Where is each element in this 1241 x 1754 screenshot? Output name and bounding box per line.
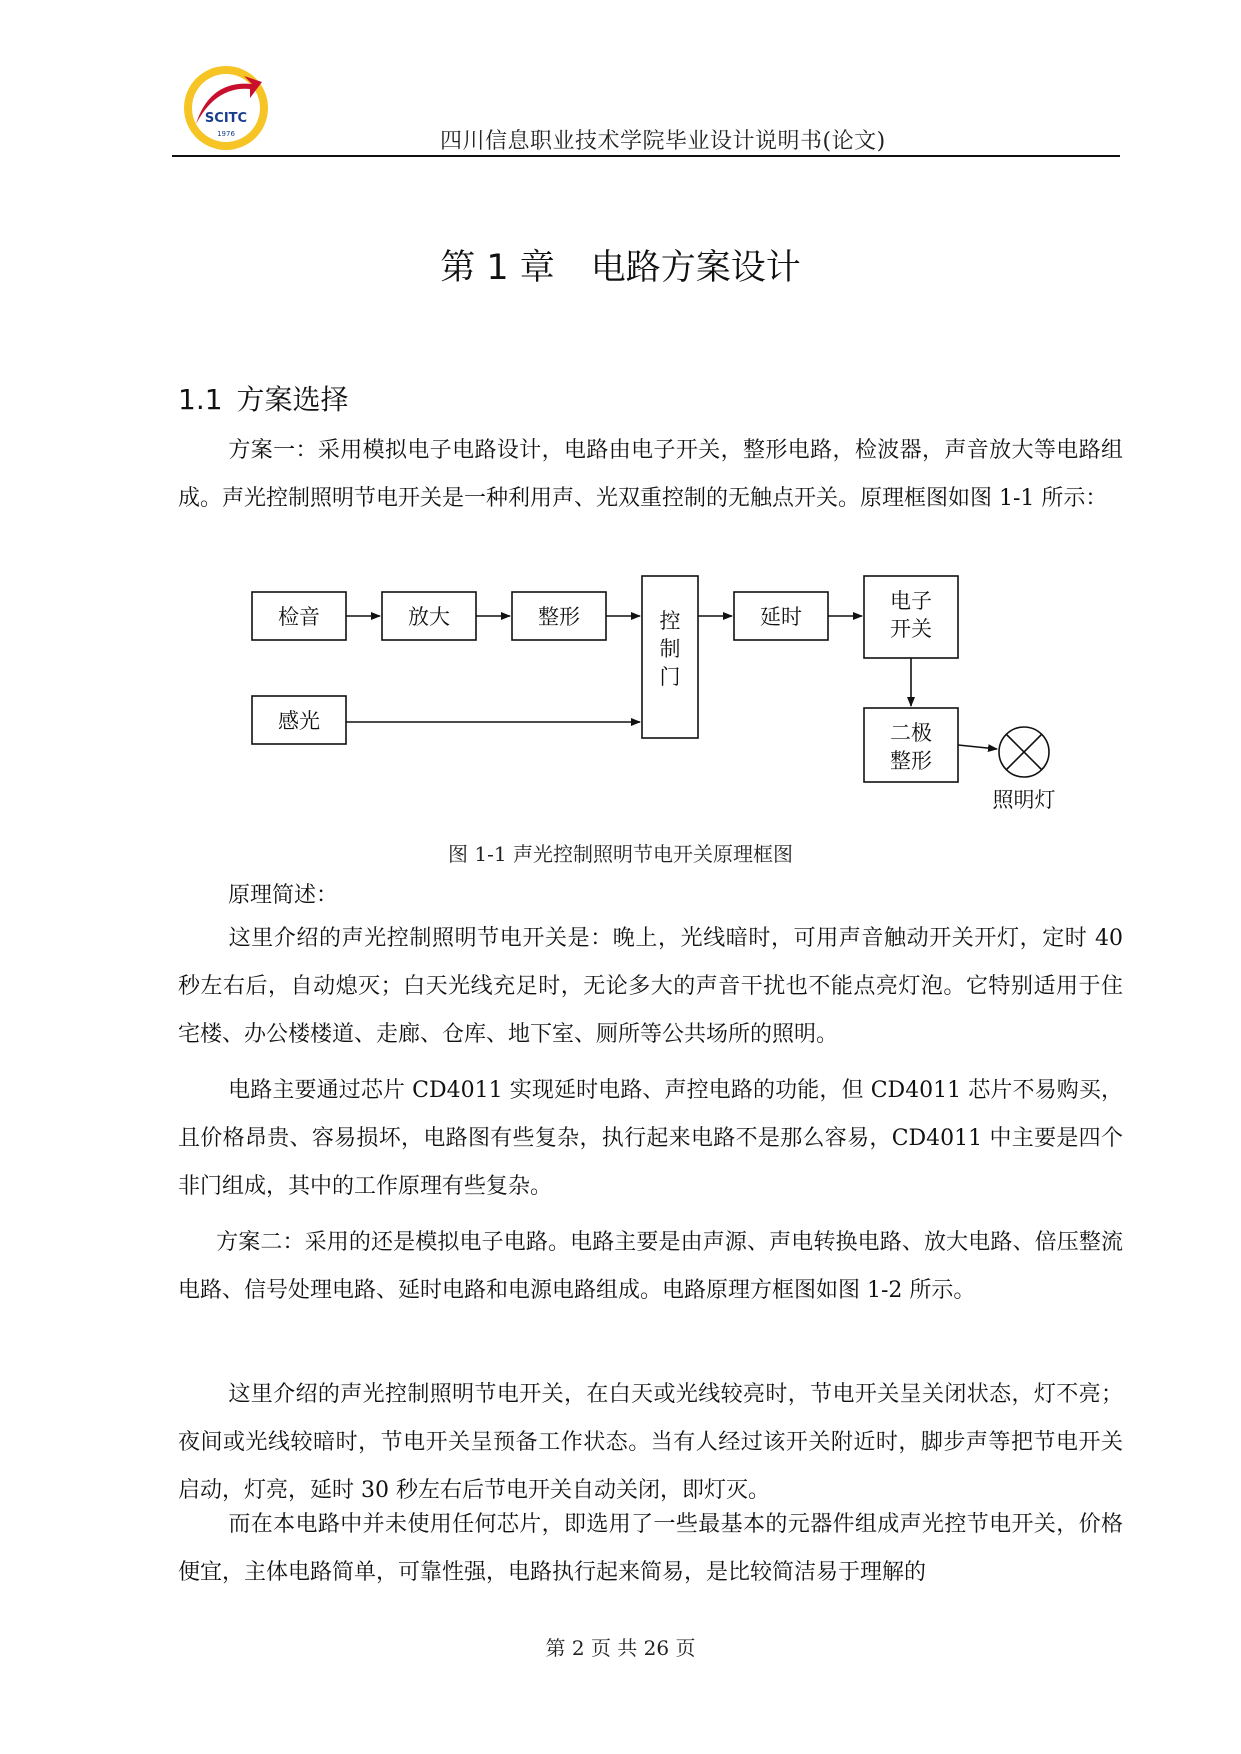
paragraph-6 bbox=[178, 1501, 1123, 1597]
paragraph-5 bbox=[178, 1371, 1123, 1515]
logo-year: 1976 bbox=[217, 130, 235, 138]
label-light-sense: 感光 bbox=[278, 709, 320, 733]
label-diode-1: 二极 bbox=[890, 721, 932, 745]
paragraph-text: 这里介绍的声光控制照明节电开关，在白天或光线较亮时，节电开关呈关闭状态，灯不亮；夜间或光线较暗时，节电开关呈预备工作状态。当有人经过该开关附近时，脚步声等把节电开关启动，灯亮，延时 30 秒左右后节电开关自动关闭，即灯灭。 bbox=[178, 1382, 1123, 1503]
header-title: 四川信息职业技术学院毕业设计说明书(论文) bbox=[440, 129, 886, 154]
chapter-heading bbox=[0, 240, 1241, 290]
summary-label: 原理简述： bbox=[228, 883, 339, 908]
label-gate-2: 制 bbox=[659, 637, 681, 661]
paragraph-text: 而在本电路中并未使用任何芯片，即选用了一些最基本的元器件组成声光控节电开关，价格便宜，主体电路简单，可靠性强，电路执行起来简易，是比较简洁易于理解的 bbox=[178, 1512, 1123, 1585]
figure-caption: 图 1-1 声光控制照明节电开关原理框图 bbox=[448, 842, 793, 866]
paragraph-text: 方案二：采用的还是模拟电子电路。电路主要是由声源、声电转换电路、放大电路、倍压整流电路、信号处理电路、延时电路和电源电路组成。电路原理方框图如图 1-2 所示。 bbox=[178, 1230, 1123, 1303]
label-lamp: 照明灯 bbox=[992, 788, 1056, 812]
label-detect: 检音 bbox=[278, 605, 320, 629]
logo-text: SCITC bbox=[204, 111, 248, 126]
header-rule bbox=[172, 155, 1120, 157]
paragraph-text: 电路主要通过芯片 CD4011 实现延时电路、声控电路的功能，但 CD4011 芯片不易购买，且价格昂贵、容易损坏，电路图有些复杂，执行起来电路不是那么容易，CD4011 中主要是四个非门组成，其中的工作原理有些复杂。 bbox=[178, 1078, 1123, 1199]
arrow-diode-lamp bbox=[958, 745, 997, 749]
paragraph-2 bbox=[178, 915, 1123, 1059]
label-gate-3: 门 bbox=[659, 665, 681, 689]
label-amplify: 放大 bbox=[408, 605, 450, 629]
block-diagram bbox=[240, 570, 1080, 820]
school-logo bbox=[180, 62, 272, 154]
paragraph-4 bbox=[178, 1219, 1123, 1315]
paragraph-1 bbox=[178, 427, 1123, 523]
section-number: 1.1 bbox=[178, 383, 223, 416]
page-footer: 第 2 页 共 26 页 bbox=[545, 1636, 696, 1660]
paragraph-3 bbox=[178, 1067, 1123, 1211]
label-switch-1: 电子 bbox=[890, 589, 932, 613]
section-title: 方案选择 bbox=[236, 383, 349, 416]
section-heading bbox=[178, 378, 349, 418]
label-switch-2: 开关 bbox=[890, 617, 932, 641]
paragraph-text: 这里介绍的声光控制照明节电开关是：晚上，光线暗时，可用声音触动开关开灯，定时 40 秒左右后，自动熄灭；白天光线充足时，无论多大的声音干扰也不能点亮灯泡。它特别适用于住宅楼、办公楼楼道、走廊、仓库、地下室、厕所等公共场所的照明。 bbox=[178, 926, 1123, 1047]
label-gate-1: 控 bbox=[659, 609, 681, 633]
label-delay: 延时 bbox=[760, 605, 802, 629]
chapter-title: 电路方案设计 bbox=[590, 248, 801, 288]
paragraph-text: 方案一：采用模拟电子电路设计，电路由电子开关，整形电路，检波器，声音放大等电路组成。声光控制照明节电开关是一种利用声、光双重控制的无触点开关。原理框图如图 1-1 所示： bbox=[178, 438, 1123, 511]
label-shape: 整形 bbox=[538, 605, 580, 629]
label-diode-2: 整形 bbox=[890, 749, 932, 773]
chapter-number: 第 1 章 bbox=[440, 248, 555, 288]
